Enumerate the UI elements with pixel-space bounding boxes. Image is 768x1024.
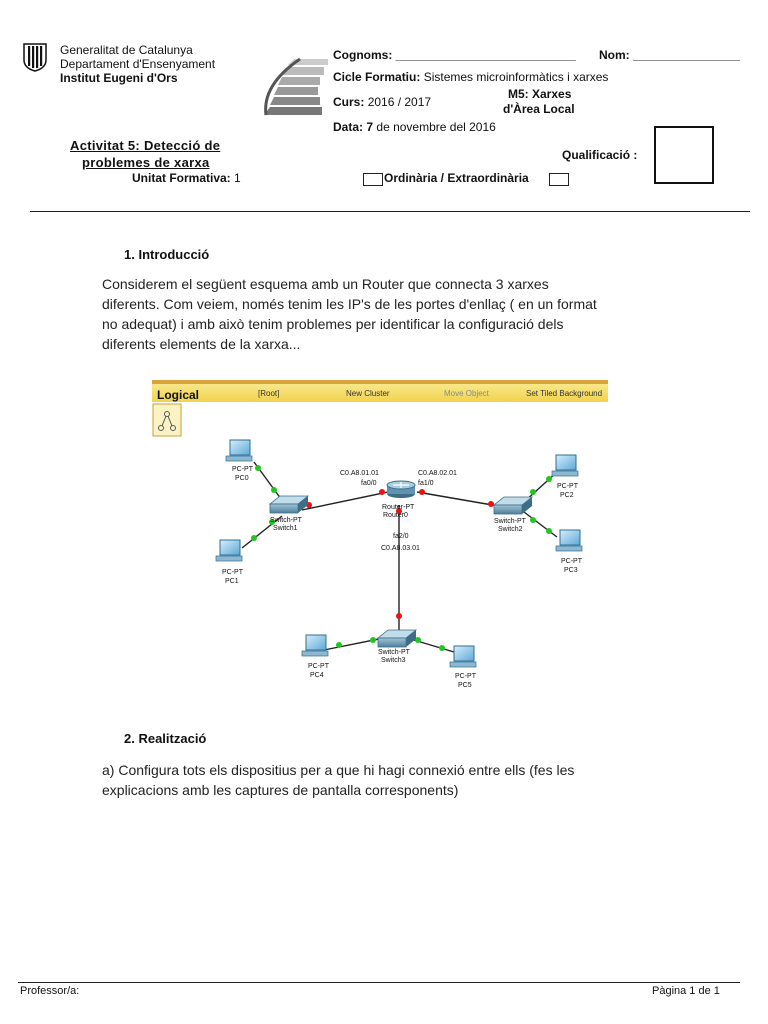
port-fa0-name-label: fa0/0 [361, 480, 377, 487]
institution-line-3: Institut Eugeni d'Ors [60, 71, 178, 85]
switch2-model-label: Switch-PT [494, 518, 526, 525]
section-1-line: diferents elements de la xarxa... [102, 336, 301, 352]
curs-label: Curs: [333, 95, 365, 109]
cluster-icon[interactable] [153, 404, 181, 436]
cicle-value: Sistemes microinformàtics i xarxes [423, 70, 609, 84]
curs-value: 2016 / 2017 [367, 95, 432, 109]
activity-title-2: problemes de xarxa [82, 155, 210, 170]
activity-title-1: Activitat 5: Detecció de [70, 138, 221, 153]
switch1-name-label: Switch1 [273, 525, 298, 532]
pc0-name-label: PC0 [235, 475, 249, 482]
switch2-name-label: Switch2 [498, 526, 523, 533]
toolbar-move-object[interactable]: Move Object [444, 389, 489, 398]
pc5-name-label: PC5 [458, 682, 472, 689]
pc5-device[interactable] [450, 646, 476, 667]
section-2-text [102, 760, 662, 800]
extraordinaria-checkbox[interactable] [549, 173, 569, 186]
data-day: 7 [366, 120, 374, 134]
pc1-name-label: PC1 [225, 578, 239, 585]
institute-stairs-logo [260, 55, 330, 121]
professor-label: Professor/a: [20, 985, 80, 997]
header-divider [30, 211, 750, 212]
section-2-title: 2. Realització [124, 731, 207, 746]
ordinaria-checkbox[interactable] [363, 173, 383, 186]
section-1-line: no adequat) i amb això tenim problemes per identificar la configuració dels [102, 316, 564, 332]
pc4-name-label: PC4 [310, 672, 324, 679]
switch1-model-label: Switch-PT [270, 517, 302, 524]
section-2-line: a) Configura tots els dispositius per a que hi hagi connexió entre ells (fes les [102, 762, 575, 778]
pc3-device[interactable] [556, 530, 582, 551]
pc2-model-label: PC-PT [557, 483, 578, 490]
pc0-model-label: PC-PT [232, 466, 253, 473]
institution-line-2: Departament d'Ensenyament [60, 57, 216, 71]
ordinaria-label: Ordinària / Extraordinària [384, 171, 529, 185]
uf-value: 1 [234, 171, 241, 185]
data-label: Data: [333, 120, 364, 134]
nom-field: Nom: ________________ [599, 48, 740, 62]
curs-line [333, 95, 431, 109]
section-1-line: diferents. Com veiem, només tenim les IP's de les portes d'enllaç ( en un format [102, 296, 597, 312]
section-2-line: explicacions amb les captures de pantalla corresponents) [102, 782, 459, 798]
footer-divider [18, 982, 740, 983]
pc4-model-label: PC-PT [308, 663, 329, 670]
port-fa0-ip-label: C0.A8.01.01 [340, 470, 379, 477]
port-fa2-ip-label: C0.A8.03.01 [381, 545, 420, 552]
cicle-label: Cicle Formatiu: [333, 70, 421, 84]
uf-label: Unitat Formativa: [132, 171, 231, 185]
pc1-device[interactable] [216, 540, 242, 561]
pc2-device[interactable] [552, 455, 578, 476]
pc4-device[interactable] [302, 635, 328, 656]
toolbar-root[interactable]: [Root] [258, 389, 280, 398]
pc3-name-label: PC3 [564, 567, 578, 574]
pc2-name-label: PC2 [560, 492, 574, 499]
page-number: Pàgina 1 de 1 [652, 985, 720, 997]
data-line [333, 120, 496, 134]
router-device[interactable] [387, 481, 415, 498]
toolbar-new-cluster[interactable]: New Cluster [346, 389, 390, 398]
section-1-title: 1. Introducció [124, 247, 210, 262]
generalitat-logo [22, 42, 48, 72]
grade-box[interactable] [654, 126, 714, 184]
qualificacio-label: Qualificació : [562, 148, 638, 162]
pc1-model-label: PC-PT [222, 569, 243, 576]
section-1-text [102, 274, 662, 354]
toolbar-set-tiled-background[interactable]: Set Tiled Background [526, 389, 603, 398]
uf-line [132, 171, 241, 185]
port-fa1-ip-label: C0.A8.02.01 [418, 470, 457, 477]
pc5-model-label: PC-PT [455, 673, 476, 680]
port-fa1-name-label: fa1/0 [418, 480, 434, 487]
switch3-model-label: Switch-PT [378, 649, 410, 656]
section-1-line: Considerem el següent esquema amb un Router que connecta 3 xarxes [102, 276, 549, 292]
institution-line-1: Generalitat de Catalunya [60, 43, 193, 57]
network-diagram [152, 380, 608, 694]
data-rest: de novembre del 2016 [376, 120, 496, 134]
pc3-model-label: PC-PT [561, 558, 582, 565]
switch3-name-label: Switch3 [381, 657, 406, 664]
port-fa2-name-label: fa2/0 [393, 533, 409, 540]
module-line-1: M5: Xarxes [508, 87, 572, 101]
cicle-line [333, 70, 608, 84]
router-name-label: Router0 [383, 512, 408, 519]
toolbar-title: Logical [157, 388, 200, 402]
router-model-label: Router-PT [382, 504, 415, 511]
module-line-2: d'Àrea Local [503, 102, 575, 116]
pc0-device[interactable] [226, 440, 252, 461]
cognoms-field: Cognoms: ___________________________ [333, 48, 576, 62]
